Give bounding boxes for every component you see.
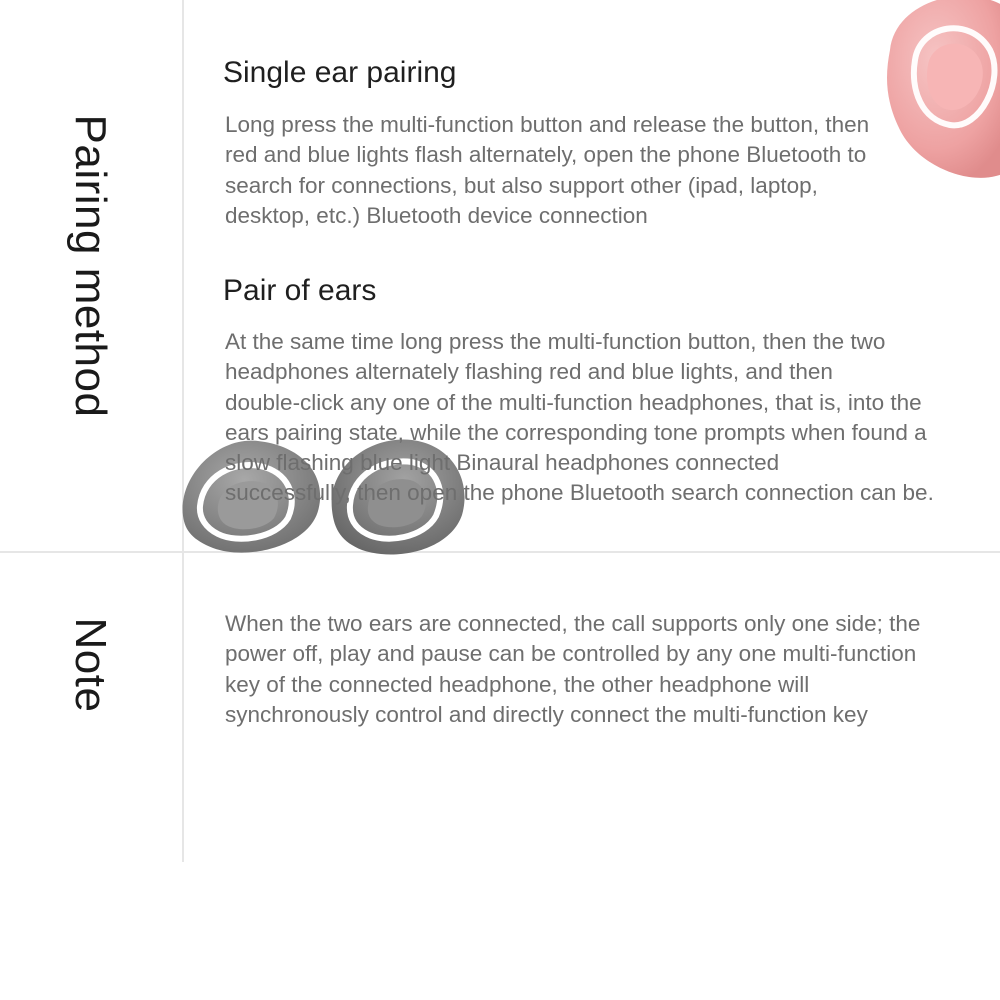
section-label-note: Note — [66, 617, 115, 713]
section-label-pairing-method: Pairing method — [66, 114, 115, 418]
text-line: double-click any one of the multi-function headphones, that is, into the — [225, 389, 922, 415]
vertical-divider — [182, 0, 184, 862]
text-line: search for connections, but also support other (ipad, laptop, — [225, 172, 818, 198]
text-line: headphones alternately flashing red and blue lights, and then — [225, 359, 833, 385]
horizontal-divider — [0, 551, 1000, 553]
text-line: When the two ears are connected, the call supports only one side; the — [225, 611, 921, 636]
note-text — [225, 609, 920, 730]
text-line: key of the connected headphone, the other headphone will — [225, 671, 810, 697]
single-ear-pairing-heading: Single ear pairing — [223, 56, 457, 89]
text-line: At the same time long press the multi-function button, then the two — [225, 329, 886, 354]
text-line: synchronously control and directly connect the multi-function key — [225, 701, 868, 727]
text-line: slow flashing blue light Binaural headphones connected — [225, 450, 780, 476]
pair-of-ears-text — [225, 327, 934, 509]
pink-earbud-image — [860, 0, 1000, 180]
pair-of-ears-heading: Pair of ears — [223, 274, 377, 307]
text-line: power off, play and pause can be controlled by any one multi-function — [225, 641, 917, 667]
text-line: desktop, etc.) Bluetooth device connection — [225, 202, 648, 228]
single-ear-pairing-text — [225, 110, 869, 231]
text-line: ears pairing state, while the corresponding tone prompts when found a — [225, 419, 927, 445]
text-line: Long press the multi-function button and release the button, then — [225, 112, 870, 137]
text-line: red and blue lights flash alternately, open the phone Bluetooth to — [225, 142, 867, 168]
text-line: successfully, then open the phone Bluetooth search connection can be. — [225, 480, 934, 506]
